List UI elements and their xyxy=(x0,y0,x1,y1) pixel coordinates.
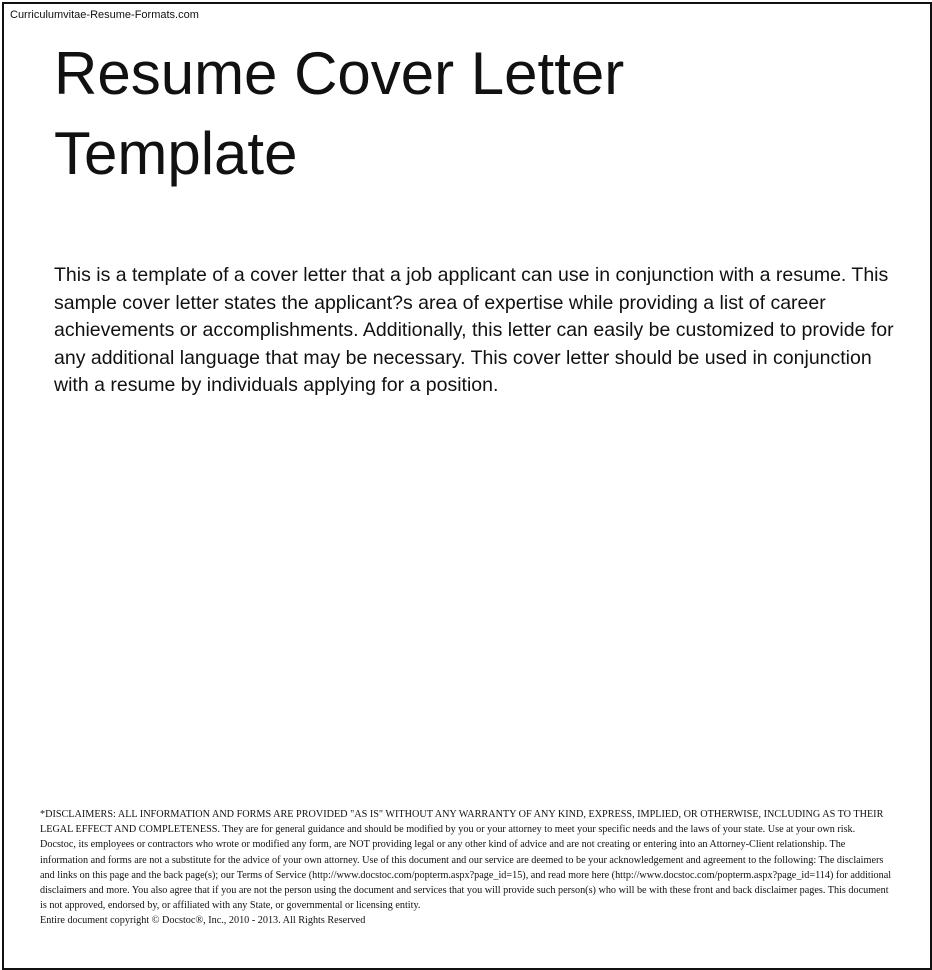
disclaimer-text: *DISCLAIMERS: ALL INFORMATION AND FORMS ARE PROVIDED "AS IS" WITHOUT ANY WARRANTY OF ANY KIND, EXPRESS, IMPLIED, OR OTHERWISE, INCLUDING AS TO THEIR LEGAL EFFECT AND COMPLETENESS. They are for general guidance and should be modified by you or your attorney to meet your specific needs and the laws of your state. Use at your own risk. Docstoc, its employees or contractors who wrote or modified any form, are NOT providing legal or any other kind of advice and are not creating or entering into an Attorney-Client relationship. The information and forms are not a substitute for the advice of your own attorney. Use of this document and our service are deemed to be your acknowledgement and agreement to the following: The disclaimers and links on this page and the back page(s); our Terms of Service (http://www.docstoc.com/popterm.aspx?page_id=15), and read more here (http://www.docstoc.com/popterm.aspx?page_id=114) for additional disclaimers and more. You also agree that if you are not the person using the document and services that you will provide such person(s) who will be with these front and back disclaimer pages. This document is not approved, endorsed by, or affiliated with any State, or governmental or licensing entity. xyxy=(40,809,892,912)
document-title: Resume Cover Letter Template xyxy=(54,40,625,187)
document-page xyxy=(2,2,932,970)
copyright-notice: Entire document copyright © Docstoc®, Inc., 2010 - 2013. All Rights Reserved xyxy=(40,915,366,927)
source-watermark: Curriculumvitae-Resume-Formats.com xyxy=(10,9,199,21)
disclaimer-block xyxy=(40,807,892,929)
template-description: This is a template of a cover letter that a job applicant can use in conjunction with a resume. This sample cover letter states the applicant?s area of expertise while providing a list of career achievements or accomplishments. Additionally, this letter can easily be customized to provide for any additional language that may be necessary. This cover letter should be used in conjunction with a resume by individuals applying for a position. xyxy=(54,264,894,396)
